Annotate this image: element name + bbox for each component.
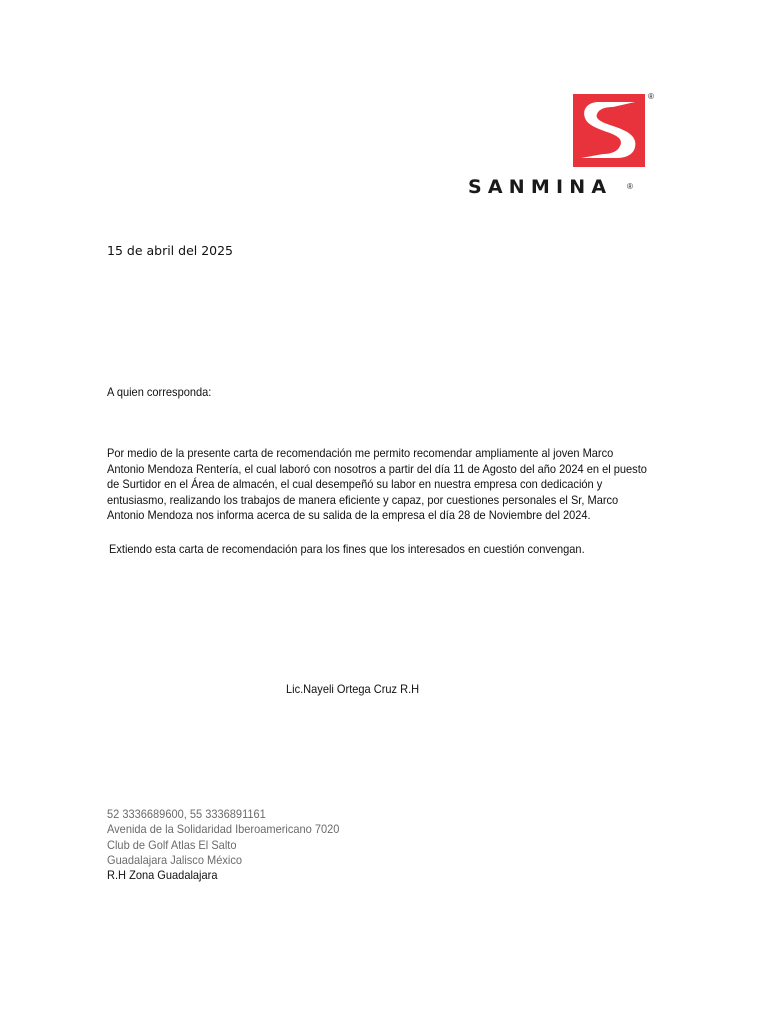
sanmina-s-mark-icon <box>573 94 645 167</box>
registered-mark-wordmark: ® <box>627 182 633 191</box>
footer-department: R.H Zona Guadalajara <box>107 868 218 883</box>
footer-phones: 52 3336689600, 55 3336891161 <box>107 807 266 821</box>
footer-address-line1: Avenida de la Solidaridad Iberoamericano 7020 <box>107 822 340 837</box>
sanmina-logo <box>468 94 660 204</box>
salutation: A quien corresponda: <box>107 385 212 399</box>
registered-mark: ® <box>648 92 654 101</box>
contact-footer <box>107 807 339 883</box>
recommendation-paragraph: Por medio de la presente carta de recomendación me permito recomendar ampliamente al joven Marco Antonio Mendoza Rentería, el cual laboró con nosotros a partir del día 11 de Agosto del año 2024 en el puesto de Surtidor en el Área de almacén, el cual desempeñó su labor en nuestra empresa con dedicación y entusiasmo, realizando los trabajos de manera eficiente y capaz, por cuestiones personales el Sr, Marco Antonio Mendoza nos informa acerca de su salida de la empresa el día 28 de Noviembre del 2024. <box>107 446 647 522</box>
sanmina-wordmark: SANMINA <box>468 176 613 198</box>
closing-paragraph: Extiendo esta carta de recomendación para los fines que los interesados en cuestión convengan. <box>109 542 585 556</box>
footer-address-line3: Guadalajara Jalisco México <box>107 852 243 867</box>
footer-address-line2: Club de Golf Atlas El Salto <box>107 837 237 852</box>
signature-name: Lic.Nayeli Ortega Cruz R.H <box>286 682 420 696</box>
letter-date: 15 de abril del 2025 <box>107 243 234 258</box>
